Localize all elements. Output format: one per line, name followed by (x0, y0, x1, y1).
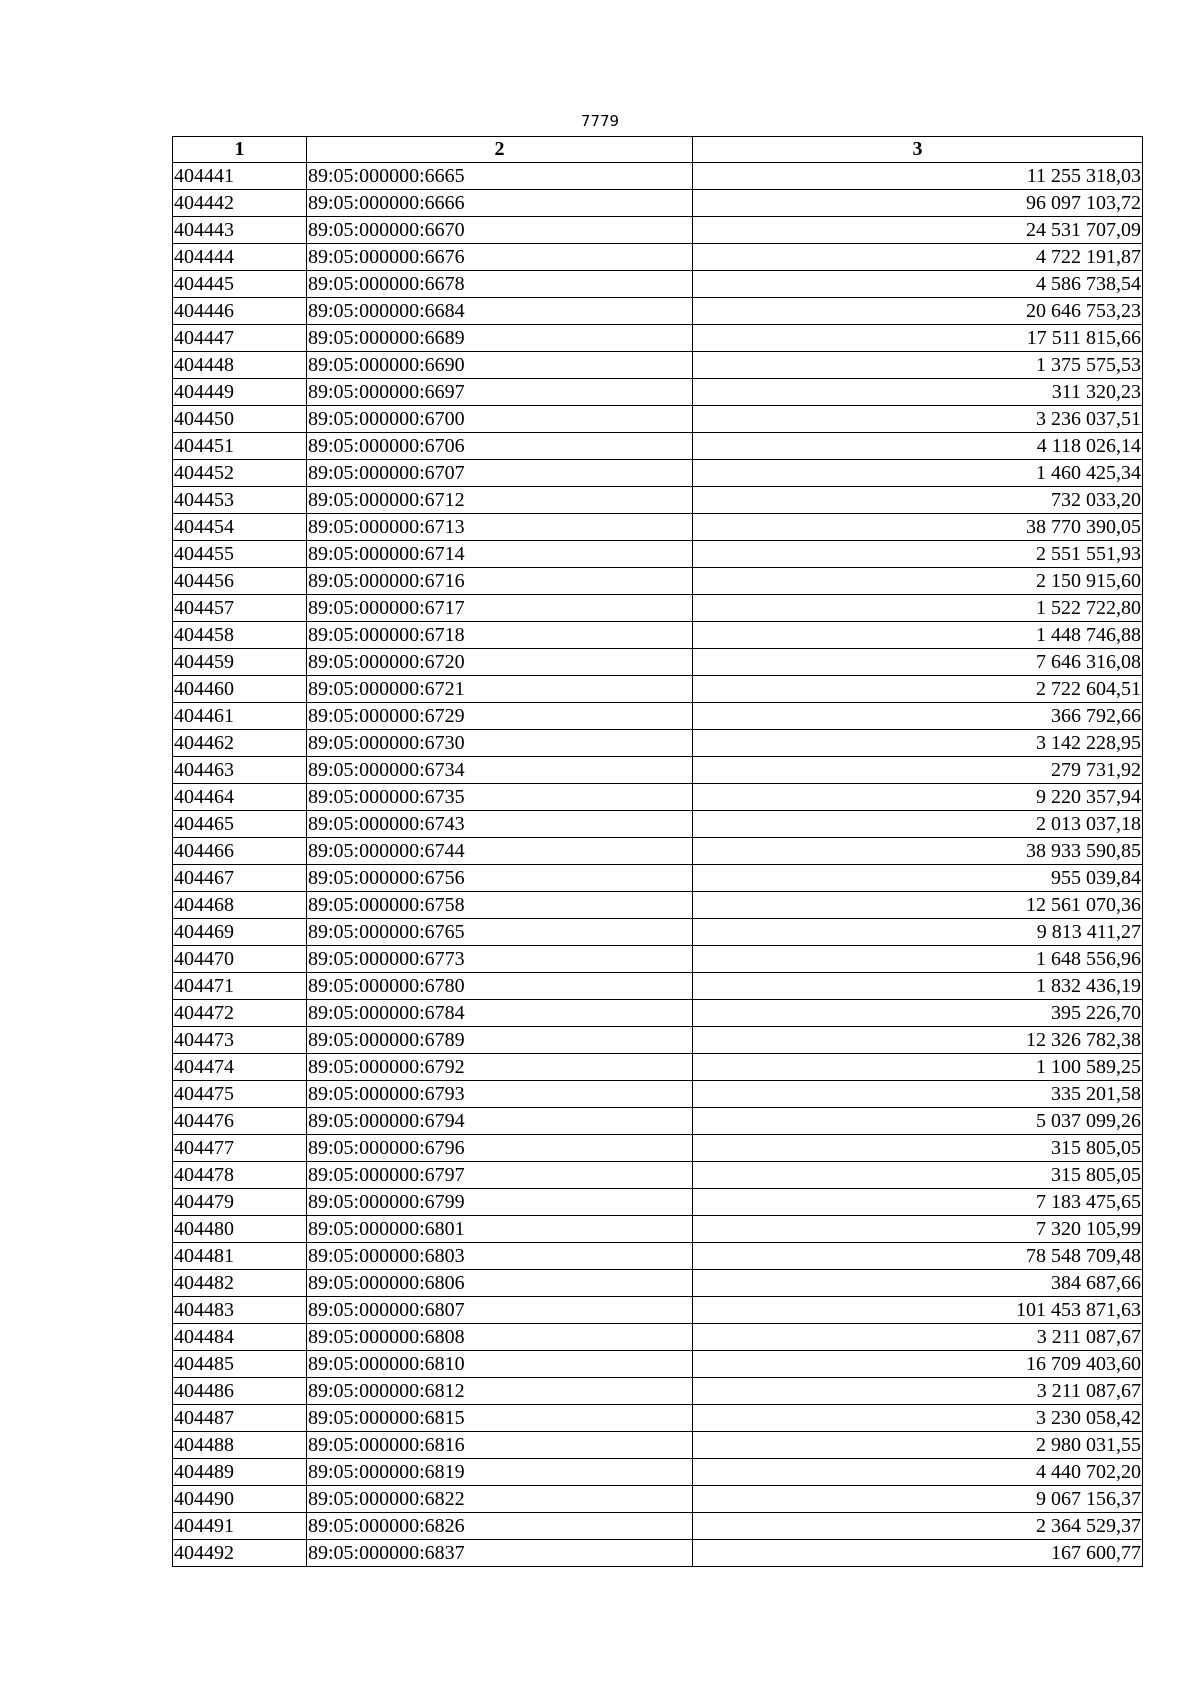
row-number-cell: 404466 (173, 838, 307, 865)
cadastral-number-cell: 89:05:000000:6697 (307, 379, 693, 406)
cadastral-value-cell: 3 211 087,67 (693, 1324, 1143, 1351)
row-number-cell: 404488 (173, 1432, 307, 1459)
table-row (173, 1243, 1143, 1270)
cadastral-number-cell: 89:05:000000:6729 (307, 703, 693, 730)
cadastral-number-cell: 89:05:000000:6784 (307, 1000, 693, 1027)
row-number-cell: 404473 (173, 1027, 307, 1054)
table-row (173, 595, 1143, 622)
cadastral-value-cell: 16 709 403,60 (693, 1351, 1143, 1378)
cadastral-value-cell: 9 813 411,27 (693, 919, 1143, 946)
table-row (173, 865, 1143, 892)
cadastral-value-cell: 2 980 031,55 (693, 1432, 1143, 1459)
cadastral-value-cell: 3 236 037,51 (693, 406, 1143, 433)
cadastral-value-cell: 12 561 070,36 (693, 892, 1143, 919)
cadastral-number-cell: 89:05:000000:6812 (307, 1378, 693, 1405)
cadastral-value-cell: 4 118 026,14 (693, 433, 1143, 460)
table-row (173, 1270, 1143, 1297)
cadastral-value-cell: 1 832 436,19 (693, 973, 1143, 1000)
cadastral-value-cell: 3 211 087,67 (693, 1378, 1143, 1405)
cadastral-number-cell: 89:05:000000:6676 (307, 244, 693, 271)
row-number-cell: 404491 (173, 1513, 307, 1540)
table-row (173, 838, 1143, 865)
cadastral-value-cell: 24 531 707,09 (693, 217, 1143, 244)
cadastral-value-cell: 4 440 702,20 (693, 1459, 1143, 1486)
cadastral-number-cell: 89:05:000000:6717 (307, 595, 693, 622)
cadastral-number-cell: 89:05:000000:6743 (307, 811, 693, 838)
cadastral-value-cell: 732 033,20 (693, 487, 1143, 514)
cadastral-value-cell: 4 722 191,87 (693, 244, 1143, 271)
cadastral-value-cell: 7 320 105,99 (693, 1216, 1143, 1243)
cadastral-value-cell: 1 448 746,88 (693, 622, 1143, 649)
row-number-cell: 404463 (173, 757, 307, 784)
row-number-cell: 404455 (173, 541, 307, 568)
cadastral-value-cell: 20 646 753,23 (693, 298, 1143, 325)
table-row (173, 703, 1143, 730)
cadastral-number-cell: 89:05:000000:6792 (307, 1054, 693, 1081)
row-number-cell: 404481 (173, 1243, 307, 1270)
row-number-cell: 404447 (173, 325, 307, 352)
table-row (173, 1162, 1143, 1189)
table-row (173, 1513, 1143, 1540)
cadastral-number-cell: 89:05:000000:6826 (307, 1513, 693, 1540)
row-number-cell: 404482 (173, 1270, 307, 1297)
cadastral-value-cell: 2 551 551,93 (693, 541, 1143, 568)
table-row (173, 946, 1143, 973)
row-number-cell: 404448 (173, 352, 307, 379)
row-number-cell: 404492 (173, 1540, 307, 1567)
cadastral-value-cell: 2 364 529,37 (693, 1513, 1143, 1540)
row-number-cell: 404485 (173, 1351, 307, 1378)
row-number-cell: 404453 (173, 487, 307, 514)
cadastral-number-cell: 89:05:000000:6700 (307, 406, 693, 433)
row-number-cell: 404471 (173, 973, 307, 1000)
cadastral-number-cell: 89:05:000000:6810 (307, 1351, 693, 1378)
table-row (173, 919, 1143, 946)
row-number-cell: 404489 (173, 1459, 307, 1486)
table-row (173, 352, 1143, 379)
cadastral-value-cell: 1 100 589,25 (693, 1054, 1143, 1081)
cadastral-number-cell: 89:05:000000:6684 (307, 298, 693, 325)
row-number-cell: 404462 (173, 730, 307, 757)
cadastral-number-cell: 89:05:000000:6713 (307, 514, 693, 541)
cadastral-value-cell: 2 150 915,60 (693, 568, 1143, 595)
row-number-cell: 404476 (173, 1108, 307, 1135)
cadastral-value-cell: 366 792,66 (693, 703, 1143, 730)
cadastral-number-cell: 89:05:000000:6815 (307, 1405, 693, 1432)
cadastral-number-cell: 89:05:000000:6822 (307, 1486, 693, 1513)
cadastral-value-cell: 395 226,70 (693, 1000, 1143, 1027)
cadastral-value-cell: 1 375 575,53 (693, 352, 1143, 379)
cadastral-number-cell: 89:05:000000:6819 (307, 1459, 693, 1486)
table-row (173, 244, 1143, 271)
table-row (173, 973, 1143, 1000)
table-row (173, 1081, 1143, 1108)
cadastral-value-table (172, 136, 1143, 1567)
cadastral-value-cell: 9 067 156,37 (693, 1486, 1143, 1513)
table-row (173, 784, 1143, 811)
row-number-cell: 404464 (173, 784, 307, 811)
row-number-cell: 404461 (173, 703, 307, 730)
table-row (173, 298, 1143, 325)
table-row (173, 1486, 1143, 1513)
row-number-cell: 404452 (173, 460, 307, 487)
row-number-cell: 404468 (173, 892, 307, 919)
cadastral-number-cell: 89:05:000000:6666 (307, 190, 693, 217)
row-number-cell: 404459 (173, 649, 307, 676)
cadastral-number-cell: 89:05:000000:6799 (307, 1189, 693, 1216)
table-row (173, 1432, 1143, 1459)
cadastral-number-cell: 89:05:000000:6801 (307, 1216, 693, 1243)
row-number-cell: 404478 (173, 1162, 307, 1189)
row-number-cell: 404451 (173, 433, 307, 460)
row-number-cell: 404480 (173, 1216, 307, 1243)
cadastral-number-cell: 89:05:000000:6744 (307, 838, 693, 865)
cadastral-number-cell: 89:05:000000:6806 (307, 1270, 693, 1297)
cadastral-number-cell: 89:05:000000:6758 (307, 892, 693, 919)
table-row (173, 1405, 1143, 1432)
cadastral-number-cell: 89:05:000000:6712 (307, 487, 693, 514)
row-number-cell: 404474 (173, 1054, 307, 1081)
column-header-2: 2 (307, 137, 693, 163)
cadastral-value-cell: 101 453 871,63 (693, 1297, 1143, 1324)
cadastral-value-cell: 2 722 604,51 (693, 676, 1143, 703)
cadastral-value-cell: 11 255 318,03 (693, 163, 1143, 190)
table-row (173, 892, 1143, 919)
cadastral-value-cell: 3 142 228,95 (693, 730, 1143, 757)
table-row (173, 163, 1143, 190)
row-number-cell: 404484 (173, 1324, 307, 1351)
table-row (173, 217, 1143, 244)
cadastral-number-cell: 89:05:000000:6807 (307, 1297, 693, 1324)
cadastral-value-cell: 17 511 815,66 (693, 325, 1143, 352)
cadastral-number-cell: 89:05:000000:6816 (307, 1432, 693, 1459)
cadastral-number-cell: 89:05:000000:6793 (307, 1081, 693, 1108)
row-number-cell: 404460 (173, 676, 307, 703)
cadastral-value-cell: 384 687,66 (693, 1270, 1143, 1297)
row-number-cell: 404475 (173, 1081, 307, 1108)
cadastral-value-cell: 96 097 103,72 (693, 190, 1143, 217)
cadastral-number-cell: 89:05:000000:6718 (307, 622, 693, 649)
cadastral-number-cell: 89:05:000000:6716 (307, 568, 693, 595)
table-row (173, 1027, 1143, 1054)
cadastral-number-cell: 89:05:000000:6690 (307, 352, 693, 379)
table-row (173, 1189, 1143, 1216)
row-number-cell: 404454 (173, 514, 307, 541)
table-row (173, 487, 1143, 514)
row-number-cell: 404444 (173, 244, 307, 271)
cadastral-value-cell: 315 805,05 (693, 1162, 1143, 1189)
row-number-cell: 404456 (173, 568, 307, 595)
cadastral-value-cell: 1 460 425,34 (693, 460, 1143, 487)
cadastral-number-cell: 89:05:000000:6670 (307, 217, 693, 244)
cadastral-number-cell: 89:05:000000:6780 (307, 973, 693, 1000)
table-row (173, 325, 1143, 352)
row-number-cell: 404465 (173, 811, 307, 838)
table-row (173, 1540, 1143, 1567)
table-row (173, 1378, 1143, 1405)
cadastral-number-cell: 89:05:000000:6803 (307, 1243, 693, 1270)
cadastral-number-cell: 89:05:000000:6789 (307, 1027, 693, 1054)
cadastral-value-cell: 38 933 590,85 (693, 838, 1143, 865)
table-row (173, 649, 1143, 676)
table-row (173, 541, 1143, 568)
table-row (173, 1324, 1143, 1351)
row-number-cell: 404442 (173, 190, 307, 217)
cadastral-value-cell: 315 805,05 (693, 1135, 1143, 1162)
cadastral-value-cell: 7 183 475,65 (693, 1189, 1143, 1216)
header-row (173, 137, 1143, 163)
cadastral-value-cell: 1 648 556,96 (693, 946, 1143, 973)
cadastral-number-cell: 89:05:000000:6707 (307, 460, 693, 487)
cadastral-number-cell: 89:05:000000:6689 (307, 325, 693, 352)
table-header (173, 137, 1143, 163)
cadastral-value-cell: 1 522 722,80 (693, 595, 1143, 622)
cadastral-value-cell: 167 600,77 (693, 1540, 1143, 1567)
cadastral-number-cell: 89:05:000000:6721 (307, 676, 693, 703)
table-row (173, 406, 1143, 433)
cadastral-number-cell: 89:05:000000:6714 (307, 541, 693, 568)
cadastral-number-cell: 89:05:000000:6797 (307, 1162, 693, 1189)
cadastral-number-cell: 89:05:000000:6735 (307, 784, 693, 811)
cadastral-number-cell: 89:05:000000:6756 (307, 865, 693, 892)
cadastral-number-cell: 89:05:000000:6796 (307, 1135, 693, 1162)
row-number-cell: 404477 (173, 1135, 307, 1162)
row-number-cell: 404441 (173, 163, 307, 190)
row-number-cell: 404449 (173, 379, 307, 406)
table-row (173, 379, 1143, 406)
page-number: 7779 (580, 112, 620, 130)
cadastral-value-cell: 311 320,23 (693, 379, 1143, 406)
cadastral-value-cell: 3 230 058,42 (693, 1405, 1143, 1432)
cadastral-value-cell: 78 548 709,48 (693, 1243, 1143, 1270)
cadastral-number-cell: 89:05:000000:6678 (307, 271, 693, 298)
cadastral-number-cell: 89:05:000000:6765 (307, 919, 693, 946)
row-number-cell: 404467 (173, 865, 307, 892)
row-number-cell: 404457 (173, 595, 307, 622)
table-row (173, 271, 1143, 298)
row-number-cell: 404470 (173, 946, 307, 973)
cadastral-number-cell: 89:05:000000:6706 (307, 433, 693, 460)
cadastral-number-cell: 89:05:000000:6665 (307, 163, 693, 190)
table-row (173, 514, 1143, 541)
row-number-cell: 404469 (173, 919, 307, 946)
row-number-cell: 404446 (173, 298, 307, 325)
table-row (173, 622, 1143, 649)
table-row (173, 1459, 1143, 1486)
row-number-cell: 404445 (173, 271, 307, 298)
cadastral-number-cell: 89:05:000000:6734 (307, 757, 693, 784)
row-number-cell: 404472 (173, 1000, 307, 1027)
table-row (173, 811, 1143, 838)
row-number-cell: 404483 (173, 1297, 307, 1324)
table-row (173, 757, 1143, 784)
row-number-cell: 404443 (173, 217, 307, 244)
cadastral-number-cell: 89:05:000000:6808 (307, 1324, 693, 1351)
column-header-1: 1 (173, 137, 307, 163)
cadastral-number-cell: 89:05:000000:6794 (307, 1108, 693, 1135)
cadastral-value-cell: 955 039,84 (693, 865, 1143, 892)
cadastral-value-cell: 335 201,58 (693, 1081, 1143, 1108)
cadastral-number-cell: 89:05:000000:6837 (307, 1540, 693, 1567)
cadastral-number-cell: 89:05:000000:6720 (307, 649, 693, 676)
table-body (173, 163, 1143, 1567)
cadastral-number-cell: 89:05:000000:6730 (307, 730, 693, 757)
table-row (173, 1297, 1143, 1324)
row-number-cell: 404450 (173, 406, 307, 433)
table-row (173, 1108, 1143, 1135)
table-row (173, 190, 1143, 217)
table-row (173, 1351, 1143, 1378)
table-row (173, 1135, 1143, 1162)
cadastral-value-cell: 9 220 357,94 (693, 784, 1143, 811)
cadastral-number-cell: 89:05:000000:6773 (307, 946, 693, 973)
table-row (173, 676, 1143, 703)
row-number-cell: 404487 (173, 1405, 307, 1432)
table-row (173, 568, 1143, 595)
cadastral-value-cell: 2 013 037,18 (693, 811, 1143, 838)
row-number-cell: 404486 (173, 1378, 307, 1405)
row-number-cell: 404490 (173, 1486, 307, 1513)
cadastral-value-cell: 38 770 390,05 (693, 514, 1143, 541)
column-header-3: 3 (693, 137, 1143, 163)
cadastral-value-cell: 4 586 738,54 (693, 271, 1143, 298)
cadastral-value-cell: 5 037 099,26 (693, 1108, 1143, 1135)
row-number-cell: 404458 (173, 622, 307, 649)
row-number-cell: 404479 (173, 1189, 307, 1216)
table-row (173, 1054, 1143, 1081)
table-row (173, 460, 1143, 487)
cadastral-value-cell: 279 731,92 (693, 757, 1143, 784)
table-row (173, 1000, 1143, 1027)
table-row (173, 433, 1143, 460)
cadastral-value-cell: 12 326 782,38 (693, 1027, 1143, 1054)
table-row (173, 730, 1143, 757)
table-row (173, 1216, 1143, 1243)
cadastral-value-cell: 7 646 316,08 (693, 649, 1143, 676)
